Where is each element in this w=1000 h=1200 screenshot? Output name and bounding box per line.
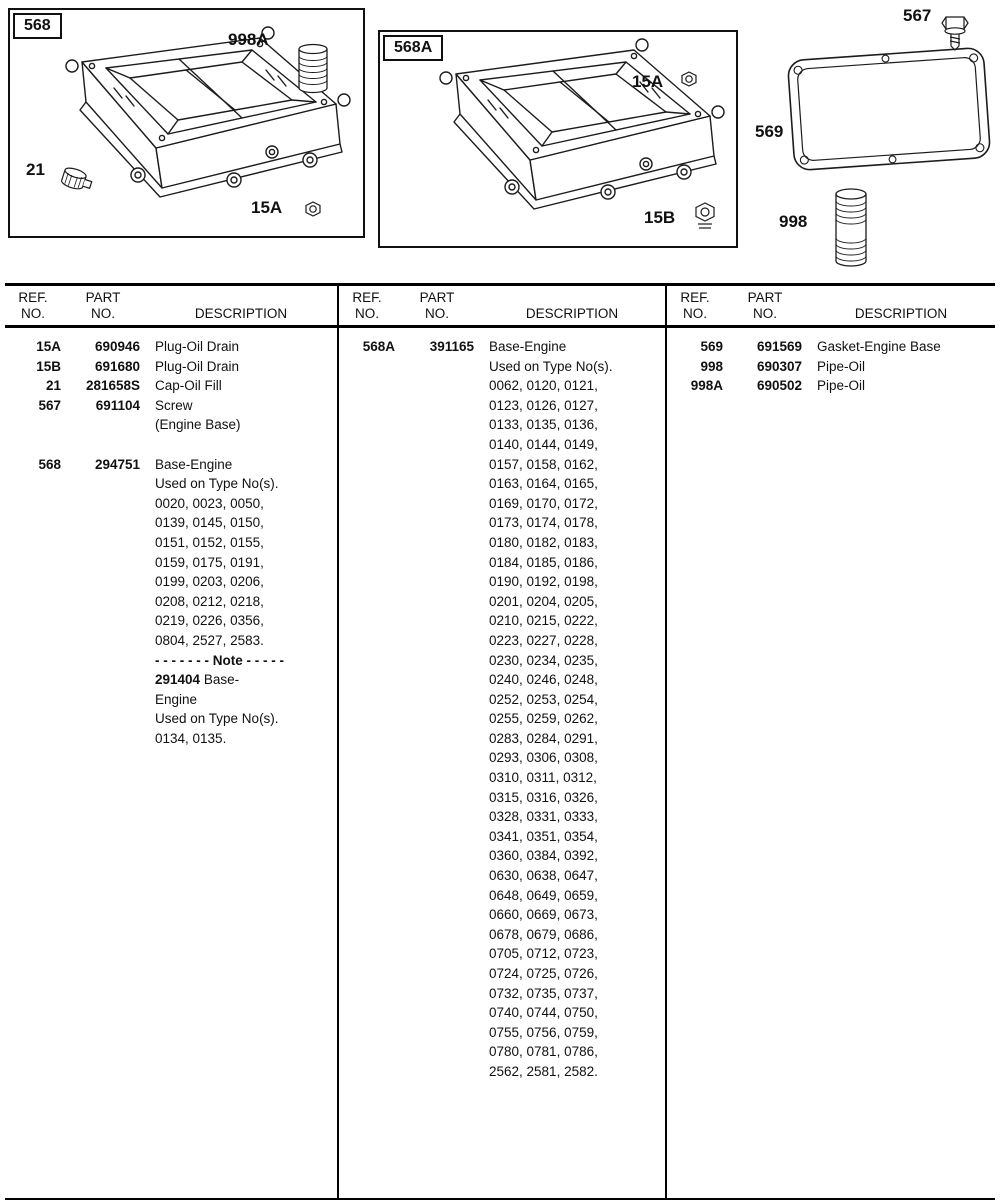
callout-15B: 15B	[644, 208, 676, 227]
table-body	[667, 328, 995, 396]
description-line: 0163, 0164, 0165,	[489, 476, 598, 492]
oil-drain-plug-15a-icon	[682, 72, 696, 86]
gasket-icon	[787, 47, 990, 170]
description-line: 0678, 0679, 0686,	[489, 926, 598, 942]
description-line: 0240, 0246, 0248,	[489, 672, 598, 688]
part-no-cell: 690307	[756, 358, 802, 374]
description-line: 0223, 0227, 0228,	[489, 632, 598, 648]
description-line: Plug-Oil Drain	[155, 358, 240, 374]
description-line: 0199, 0203, 0206,	[155, 574, 264, 590]
oil-pipe-998-icon	[836, 189, 866, 266]
table-row	[5, 455, 337, 749]
part-no-cell: 281658S	[85, 378, 140, 394]
ref-no-cell: 998A	[690, 378, 723, 394]
description-line: 0140, 0144, 0149,	[489, 436, 598, 452]
description-line: 0173, 0174, 0178,	[489, 515, 598, 531]
description-line: 0180, 0182, 0183,	[489, 534, 598, 550]
part-no-cell: 691680	[94, 358, 140, 374]
table-header	[667, 286, 995, 328]
header-description: DESCRIPTION	[525, 306, 619, 321]
description-line: 0133, 0135, 0136,	[489, 417, 598, 433]
description-line: 0157, 0158, 0162,	[489, 456, 598, 472]
part-no-cell: 691104	[95, 397, 140, 413]
header-ref: REF. NO.	[352, 290, 382, 321]
description-line: Gasket-Engine Base	[817, 339, 941, 354]
header-part: PART NO.	[747, 290, 783, 321]
oil-drain-plug-15a-icon	[306, 202, 320, 216]
description-cell	[145, 396, 337, 435]
engine-base-568a-drawing	[380, 32, 736, 246]
part-no-cell: 294751	[94, 456, 140, 472]
ref-label-568: 568	[13, 13, 62, 39]
description-line: Engine	[155, 691, 198, 707]
header-part: PART NO.	[85, 290, 121, 321]
diagram-area	[0, 0, 1000, 283]
description-cell	[145, 337, 337, 357]
table-body	[5, 328, 337, 748]
callout-15A: 15A	[632, 72, 664, 91]
description-line: 0134, 0135.	[155, 730, 227, 746]
description-line: 0315, 0316, 0326,	[489, 789, 598, 805]
description-line: 0169, 0170, 0172,	[489, 495, 598, 511]
table-column-2	[337, 286, 665, 1198]
description-line: 0804, 2527, 2583.	[155, 632, 264, 648]
ref-no-cell: 21	[45, 378, 61, 394]
part-no-cell: 691569	[756, 339, 802, 354]
description-line: 0740, 0744, 0750,	[489, 1005, 598, 1021]
description-line: 0252, 0253, 0254,	[489, 691, 598, 707]
table-row	[5, 376, 337, 396]
description-line: 0062, 0120, 0121,	[489, 378, 598, 394]
description-cell	[479, 337, 665, 1082]
loose-parts-drawing	[745, 4, 999, 280]
description-line: 0151, 0152, 0155,	[155, 534, 264, 550]
diagram-box-568	[8, 8, 365, 238]
description-line: Used on Type No(s).	[155, 476, 279, 492]
table-header	[339, 286, 665, 328]
diagram-box-568A	[378, 30, 738, 248]
description-line: 0201, 0204, 0205,	[489, 593, 598, 609]
engine-base-pan-drawing	[440, 39, 724, 209]
description-line: 0724, 0725, 0726,	[489, 966, 598, 981]
description-line: Plug-Oil Drain	[155, 339, 240, 354]
table-row	[667, 337, 995, 357]
description-cell	[807, 376, 995, 396]
ref-no-cell: 15A	[36, 339, 61, 354]
description-line: 0660, 0669, 0673,	[489, 907, 598, 923]
description-line: 0630, 0638, 0647,	[489, 868, 598, 884]
table-row	[667, 357, 995, 377]
callout-21: 21	[26, 160, 45, 179]
description-line: Pipe-Oil	[817, 378, 866, 394]
description-line: 0159, 0175, 0191,	[155, 554, 264, 570]
description-line: 0184, 0185, 0186,	[489, 554, 598, 570]
header-ref: REF. NO.	[18, 290, 48, 321]
table-row	[5, 337, 337, 357]
diagram-loose-parts	[745, 4, 999, 280]
table-row	[339, 337, 665, 1082]
description-line: 0328, 0331, 0333,	[489, 809, 598, 825]
description-cell	[145, 455, 337, 749]
header-part: PART NO.	[419, 290, 455, 321]
description-line: 0293, 0306, 0308,	[489, 750, 598, 766]
description-line: 0310, 0311, 0312,	[489, 770, 597, 786]
description-line: 2562, 2581, 2582.	[489, 1063, 598, 1079]
description-line: 0219, 0226, 0356,	[155, 613, 264, 629]
table-column-3	[665, 286, 995, 1198]
table-row	[5, 357, 337, 377]
description-line: - - - - - - - Note - - - - -	[155, 652, 284, 668]
description-cell	[145, 376, 337, 396]
description-line: (Engine Base)	[155, 417, 241, 433]
description-line: 0255, 0259, 0262,	[489, 711, 598, 727]
ref-no-cell: 568	[38, 456, 61, 472]
description-line: 291404 Base-	[155, 672, 240, 688]
oil-pipe-998a-icon	[299, 45, 327, 93]
description-line: 0230, 0234, 0235,	[489, 652, 598, 668]
description-line: Base-Engine	[489, 339, 567, 354]
ref-no-cell: 998	[700, 358, 723, 374]
table-column-1	[5, 286, 337, 1198]
description-line: 0139, 0145, 0150,	[155, 515, 264, 531]
description-line: 0208, 0212, 0218,	[155, 593, 264, 609]
oil-drain-plug-15b-icon	[696, 203, 714, 228]
table-row	[667, 376, 995, 396]
description-line: Base-Engine	[155, 456, 233, 472]
description-line: Pipe-Oil	[817, 358, 866, 374]
part-no-cell: 690946	[94, 339, 140, 354]
description-line: Used on Type No(s).	[489, 358, 613, 374]
description-line: 0780, 0781, 0786,	[489, 1044, 598, 1060]
table-body	[339, 328, 665, 1082]
callout-569: 569	[755, 122, 784, 141]
description-line: 0341, 0351, 0354,	[489, 828, 598, 844]
oil-fill-cap-icon	[60, 166, 93, 193]
part-no-cell: 391165	[429, 339, 474, 354]
description-line: 0705, 0712, 0723,	[489, 946, 598, 962]
description-line: 0190, 0192, 0198,	[489, 574, 598, 590]
callout-998A: 998A	[228, 30, 269, 49]
ref-no-cell: 567	[38, 397, 61, 413]
description-line: 0020, 0023, 0050,	[155, 495, 264, 511]
description-line: 0648, 0649, 0659,	[489, 887, 598, 903]
ref-no-cell: 15B	[36, 358, 61, 374]
description-cell	[807, 337, 995, 357]
table-header	[5, 286, 337, 328]
header-description: DESCRIPTION	[194, 306, 288, 321]
description-cell	[145, 357, 337, 377]
description-line: Screw	[155, 397, 193, 413]
description-line: Used on Type No(s).	[155, 711, 279, 727]
description-cell	[807, 357, 995, 377]
callout-567: 567	[903, 6, 932, 25]
description-line: 0360, 0384, 0392,	[489, 848, 598, 864]
ref-no-cell: 568A	[362, 339, 395, 354]
header-ref: REF. NO.	[680, 290, 710, 321]
callout-15A: 15A	[251, 198, 283, 217]
description-line: 0283, 0284, 0291,	[489, 730, 598, 746]
description-line: 0123, 0126, 0127,	[489, 397, 598, 413]
table-row	[5, 396, 337, 435]
header-description: DESCRIPTION	[854, 306, 948, 321]
parts-table	[5, 283, 995, 1200]
description-line: 0755, 0756, 0759,	[489, 1024, 598, 1040]
engine-base-568-drawing	[10, 10, 363, 236]
description-line: Cap-Oil Fill	[155, 378, 222, 394]
screw-icon	[942, 17, 968, 50]
callout-998: 998	[779, 212, 808, 231]
ref-no-cell: 569	[700, 339, 723, 354]
ref-label-568A: 568A	[383, 35, 443, 61]
description-line: 0732, 0735, 0737,	[489, 985, 598, 1001]
description-line: 0210, 0215, 0222,	[489, 613, 598, 629]
part-no-cell: 690502	[756, 378, 802, 394]
